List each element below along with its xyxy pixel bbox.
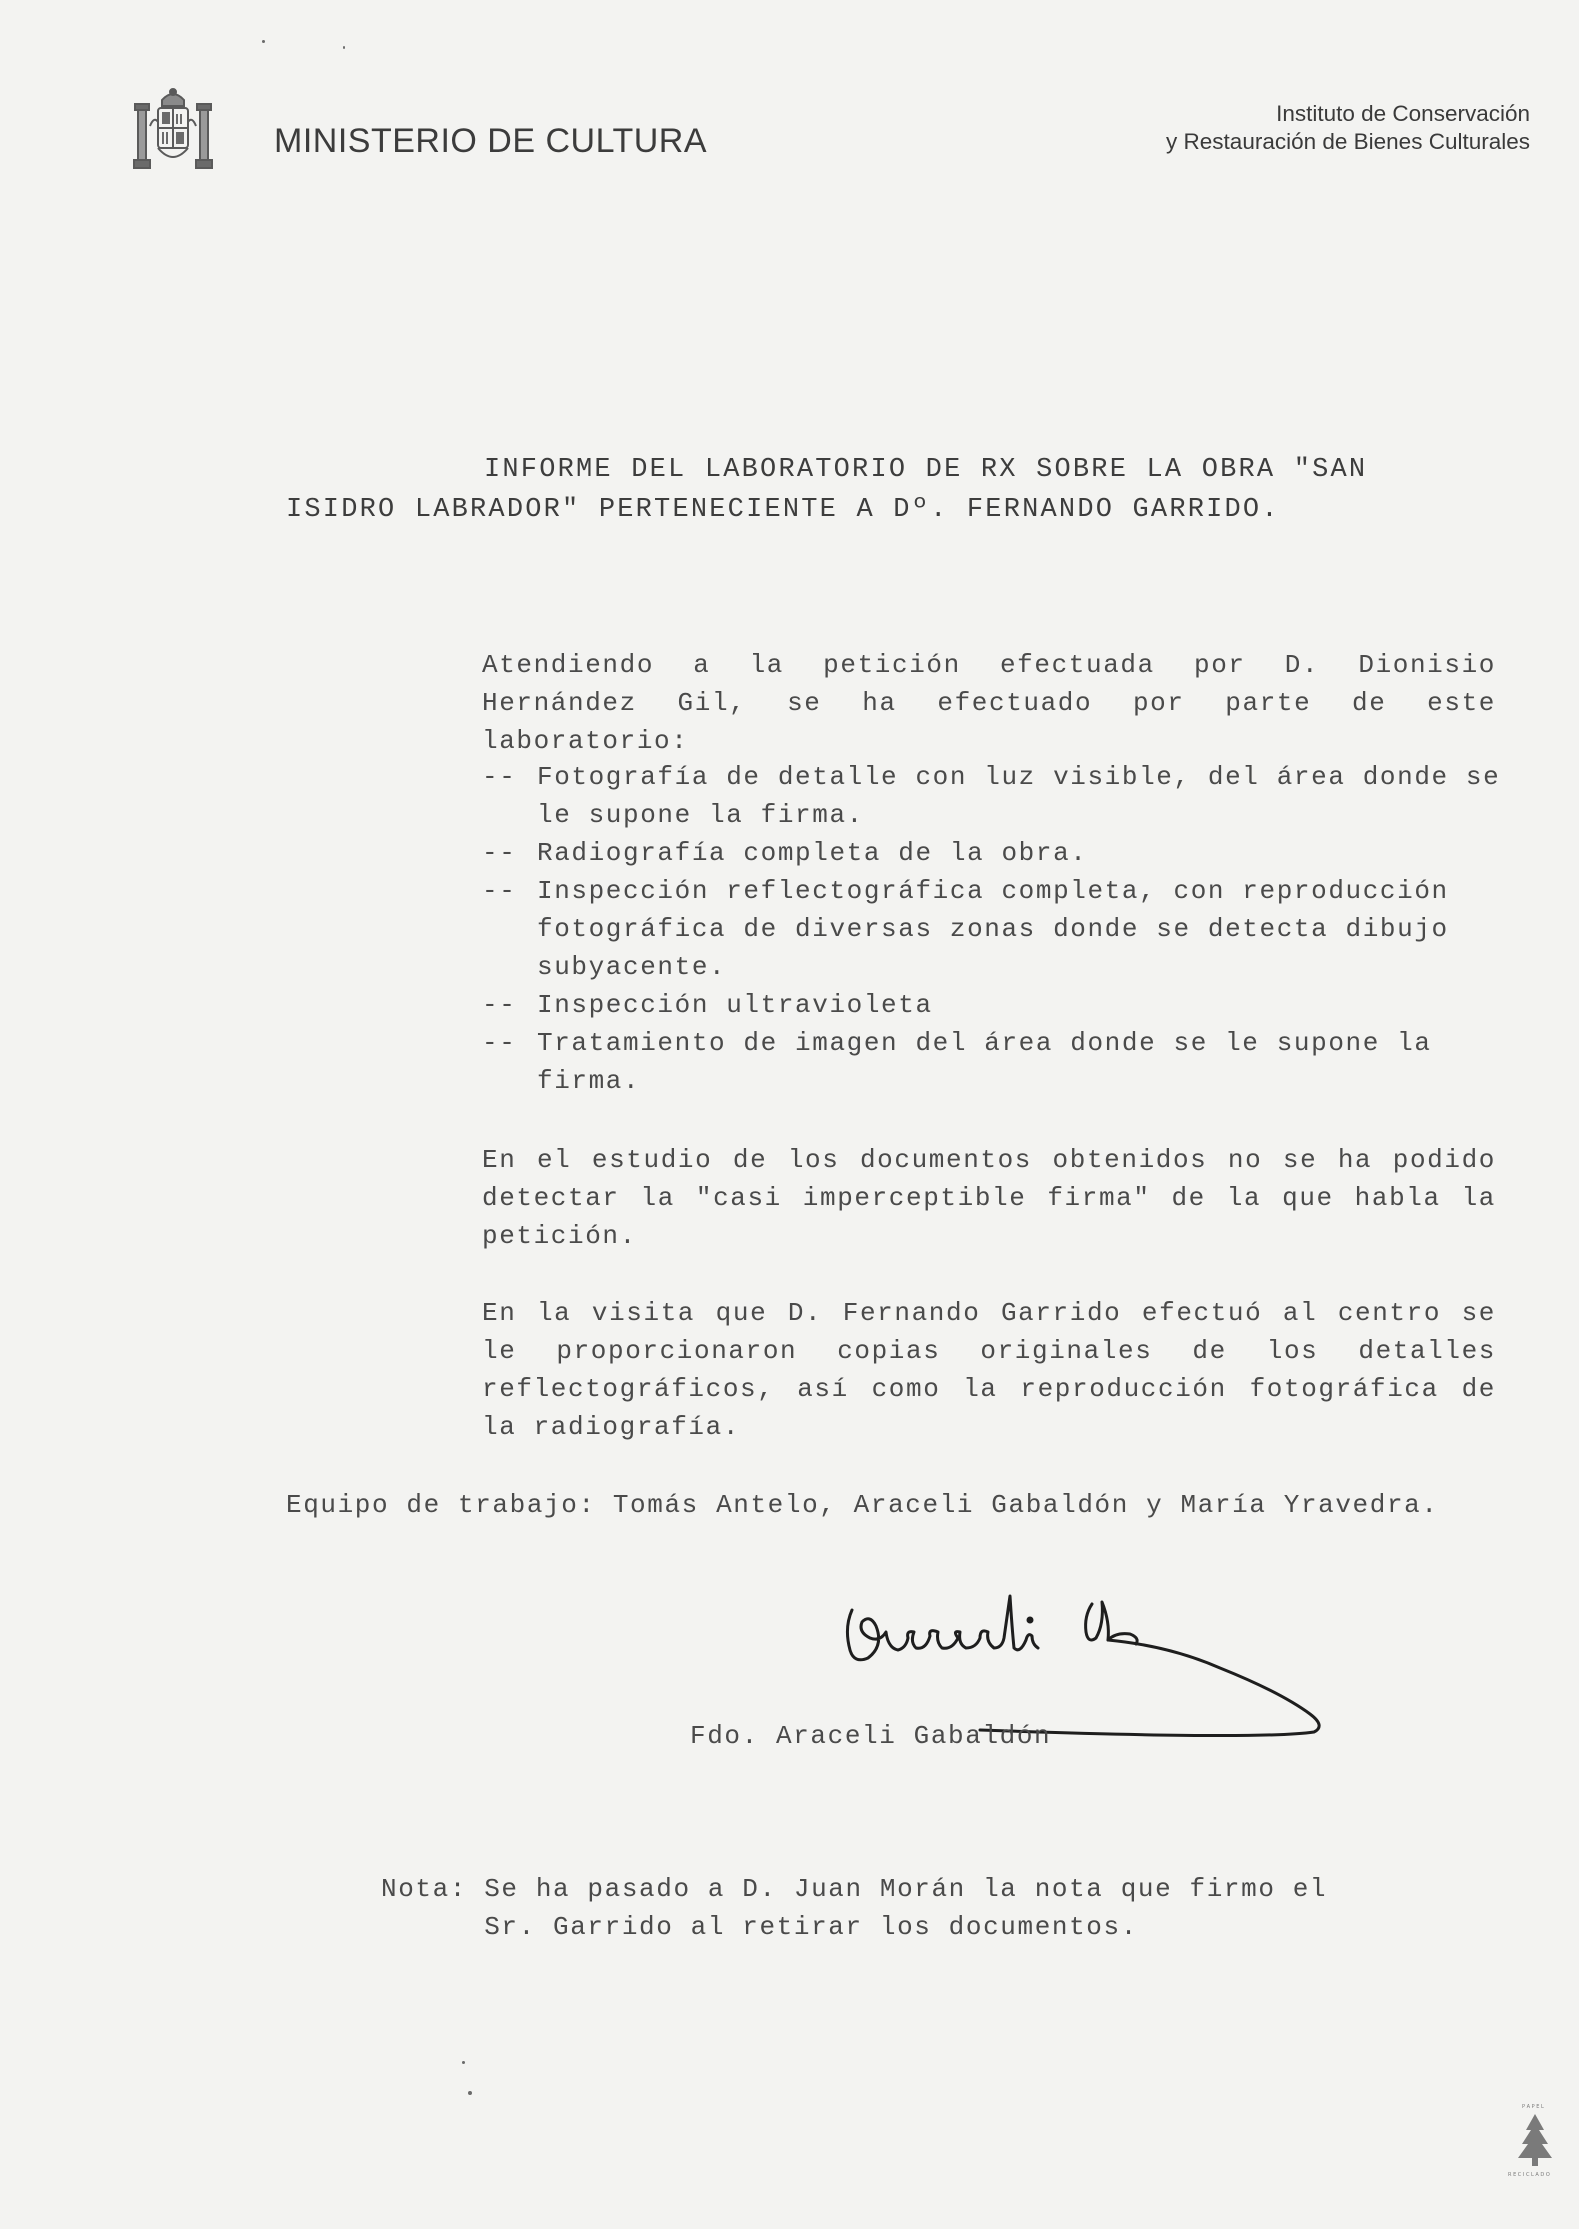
note-line-2: Sr. Garrido al retirar los documentos. xyxy=(381,1912,1138,1942)
report-title-line-2: ISIDRO LABRADOR" PERTENECIENTE A Dº. FERNANDO GARRIDO. xyxy=(286,495,1280,525)
coat-of-arms-icon xyxy=(132,86,214,176)
visit-paragraph xyxy=(286,1294,1496,1446)
svg-text:P A P E L: P A P E L xyxy=(1522,2104,1544,2110)
task-list xyxy=(482,758,1502,1100)
note-line-1: Nota: Se ha pasado a D. Juan Morán la nota que firmo el xyxy=(381,1874,1328,1904)
visit-text: En la visita que D. Fernando Garrido efectuó al centro se le proporcionaron copias originales de los detalles reflectográficos, así como la reproducción fotográfica de la radiografía. xyxy=(482,1298,1496,1442)
signed-by: Fdo. Araceli Gabaldón xyxy=(690,1721,1052,1751)
study-text: En el estudio de los documentos obtenidos no se ha podido detectar la "casi imperceptible firma" de la que habla la petición. xyxy=(482,1145,1496,1251)
intro-text: Atendiendo a la petición efectuada por D. Dionisio Hernández Gil, se ha efectuado por parte de este laboratorio: xyxy=(482,650,1496,756)
intro-paragraph xyxy=(286,646,1496,760)
report-title-line-1: INFORME DEL LABORATORIO DE RX SOBRE LA OBRA "SAN xyxy=(484,455,1368,485)
paper-speck xyxy=(468,2091,472,2095)
task-item: -- Tratamiento de imagen del área donde se le supone la firma. xyxy=(482,1024,1502,1100)
task-item: -- Inspección reflectográfica completa, con reproducción fotográfica de diversas zonas donde se detecta dibujo subyacente. xyxy=(482,872,1502,986)
paper-speck xyxy=(462,2061,465,2064)
team-paragraph: Equipo de trabajo: Tomás Antelo, Araceli Gabaldón y María Yravedra. xyxy=(286,1490,1439,1520)
task-item: -- Fotografía de detalle con luz visible, del área donde se le supone la firma. xyxy=(482,758,1502,834)
paper-speck xyxy=(262,40,265,43)
paper-speck xyxy=(343,46,345,49)
institute-line-2: y Restauración de Bienes Culturales xyxy=(1166,129,1530,154)
note xyxy=(381,1870,1441,1946)
study-paragraph xyxy=(286,1141,1496,1255)
report-title xyxy=(286,450,1416,530)
svg-text:R E C I C L A D O: R E C I C L A D O xyxy=(1508,2172,1550,2178)
task-item: -- Radiografía completa de la obra. xyxy=(482,834,1502,872)
ministry-name: MINISTERIO DE CULTURA xyxy=(274,122,708,160)
recycled-paper-icon xyxy=(1500,2100,1570,2180)
task-item: -- Inspección ultravioleta xyxy=(482,986,1502,1024)
institute-name xyxy=(1166,100,1530,156)
institute-line-1: Instituto de Conservación xyxy=(1276,101,1530,126)
